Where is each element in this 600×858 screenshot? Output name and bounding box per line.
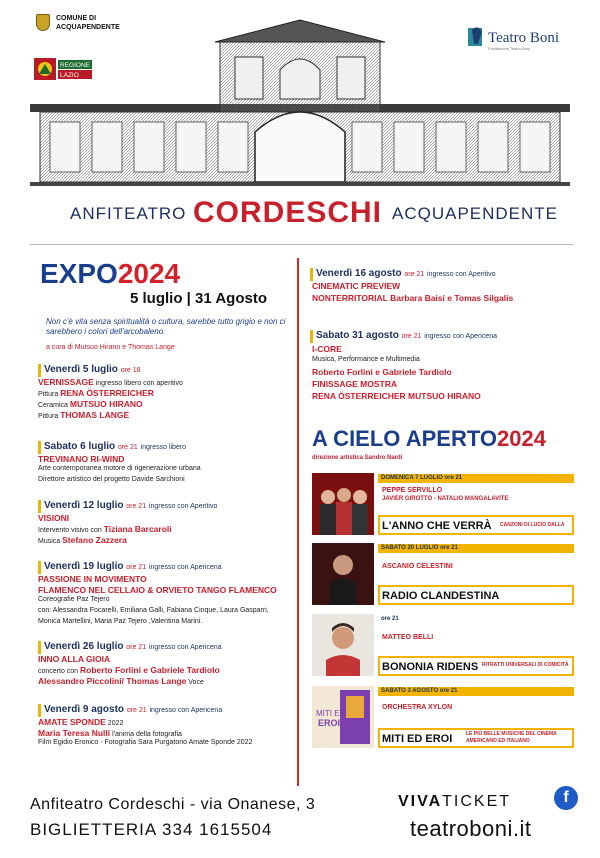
event-line: Roberto Forlini e Gabriele Tardiolo xyxy=(312,367,452,377)
event-line-part: Arte contemporanea motore di rigenerazione urbana xyxy=(38,465,201,472)
event-time: ore 21 xyxy=(404,271,425,278)
event-time: ore 21 xyxy=(126,503,147,510)
event-line xyxy=(38,388,154,398)
event-line xyxy=(38,465,201,472)
facebook-icon[interactable]: f xyxy=(554,786,578,810)
event-line-part: FLAMENCO NEL CELLAIO & ORVIETO TANGO FLAMENCO xyxy=(38,585,277,595)
event-line xyxy=(38,618,202,625)
show-performer: ASCANIO CELESTINI xyxy=(382,563,453,570)
divider xyxy=(30,244,573,245)
event-line: Musica, Performance e Multimedia xyxy=(312,356,420,363)
show-date: DOMENICA 7 LUGLIO ore 21 xyxy=(378,474,574,483)
event-line-part: Coreografie Paz Tejero xyxy=(38,596,110,603)
show-card xyxy=(312,543,574,605)
show-performer: JAVIER GIROTTO - NATALIO MANGALAVITE xyxy=(382,496,509,502)
event-line xyxy=(38,513,69,523)
event-time: ore 21 xyxy=(126,707,147,714)
show-title: RADIO CLANDESTINA xyxy=(382,590,500,602)
event-line-part: VISIONI xyxy=(38,513,70,523)
show-subtitle: AMERICANO ED ITALIANO xyxy=(466,738,530,744)
event-title xyxy=(316,268,496,279)
event-title xyxy=(44,441,186,452)
event-line-part: l'anima della fotografia xyxy=(110,731,182,738)
event-line: CINEMATIC PREVIEW xyxy=(312,281,401,291)
event-line xyxy=(38,399,143,409)
event-day: Venerdì 16 agosto xyxy=(316,268,402,279)
event-line-part: con: Alessandra Focarelli, Emiliana Galli, Fabiana Cinque, Laura Gasparri, xyxy=(38,607,269,614)
event-line-part: Ceramica xyxy=(38,402,70,409)
show-title: L'ANNO CHE VERRÀ xyxy=(382,520,492,532)
website-link[interactable]: teatroboni.it xyxy=(410,816,532,841)
event-line: RENA ÖSTERREICHER MUTSUO HIRANO xyxy=(312,391,481,401)
event-title xyxy=(44,364,141,375)
poster-text: MITI ED xyxy=(316,709,346,718)
show-date: SABATO 20 LUGLIO ore 21 xyxy=(378,544,574,553)
event-line-part: concerto con xyxy=(38,668,81,675)
expo-word: EXPO xyxy=(40,258,118,289)
venue-title-left: ANFITEATRO xyxy=(70,204,187,223)
show-card xyxy=(312,686,574,748)
teatro-boni-tagline: Fondazione Teatro Boni xyxy=(488,46,531,51)
event-day: Venerdì 5 luglio xyxy=(44,364,118,375)
show-performer: ORCHESTRA XYLON xyxy=(382,704,453,711)
event-marker xyxy=(38,641,41,654)
event-line-part: Stefano Zazzera xyxy=(62,535,127,545)
event-line-part: Maria Teresa Nulli xyxy=(38,728,111,738)
expo-year: 2024 xyxy=(117,258,181,289)
event-marker xyxy=(38,441,41,454)
event-line-part: ingresso libero con aperitivo xyxy=(93,380,183,387)
event-day: Sabato 31 agosto xyxy=(316,330,399,341)
event-title xyxy=(44,704,222,715)
show-card xyxy=(312,614,574,676)
event-line xyxy=(38,476,185,483)
event-extra: ingresso con Apericena xyxy=(424,333,498,340)
expo-dates: 5 luglio | 31 Agosto xyxy=(130,290,267,307)
event-line-part: Roberto Forlini e Gabriele Tardiolo xyxy=(80,665,220,675)
teatro-boni-name: Teatro Boni xyxy=(488,30,560,46)
comune-line1: COMUNE DI xyxy=(56,15,97,22)
event-extra: ingresso con Apericena xyxy=(148,644,222,651)
event-line-part: AMATE SPONDE xyxy=(38,717,106,727)
cielo-year: 2024 xyxy=(496,426,546,451)
event-title xyxy=(44,641,222,652)
event-marker xyxy=(38,704,41,717)
vivaticket-logo xyxy=(398,793,511,811)
event-marker xyxy=(38,561,41,574)
event-line-part: MUTSUO HIRANO xyxy=(69,399,143,409)
regione-line1: REGIONE xyxy=(60,62,90,69)
event-line-part: Intervento visivo con xyxy=(38,527,104,534)
event-line xyxy=(38,585,277,595)
event-line xyxy=(38,665,220,675)
cielo-title-text: A CIELO APERTO xyxy=(312,426,497,451)
footer-address: Anfiteatro Cordeschi - via Onanese, 3 xyxy=(30,796,316,813)
show-photo xyxy=(312,686,374,748)
show-photo xyxy=(312,473,374,535)
event-line-part: Pittura xyxy=(38,391,61,398)
event-line xyxy=(38,676,204,686)
show-photo xyxy=(312,614,374,676)
event-line xyxy=(38,654,110,664)
event-line xyxy=(38,410,129,420)
event-time: ore 21 xyxy=(126,644,147,651)
event-line-part: Film Egidio Eronico - Fotografia Sara Purgatorio Amate Sponde 2022 xyxy=(38,739,253,746)
anfiteatro-building-illustration xyxy=(30,12,570,192)
cielo-aperto-title xyxy=(312,426,546,452)
cielo-direction: direzione artistica Sandro Nardi xyxy=(312,455,403,461)
event-title xyxy=(44,500,217,511)
event-time: ore 21 xyxy=(126,564,147,571)
show-title: MITI ED EROI xyxy=(382,733,453,745)
event-line xyxy=(38,535,127,545)
show-date: ore 21 xyxy=(378,615,574,624)
event-line-part: RENA ÖSTERREICHER xyxy=(60,388,154,398)
event-line: I-CORE xyxy=(312,344,342,354)
event-line-part: Pittura xyxy=(38,413,61,420)
event-extra: ingresso con Aperitivo xyxy=(427,271,496,278)
show-card xyxy=(312,473,574,535)
event-line xyxy=(38,574,147,584)
event-line xyxy=(38,596,109,603)
show-subtitle: LE PIÙ BELLE MUSICHE DEL CINEMA xyxy=(466,731,557,737)
event-time: ore 18 xyxy=(120,367,141,374)
event-line-part: INNO ALLA GIOIA xyxy=(38,654,111,664)
event-title xyxy=(316,330,497,341)
show-title: BONONIA RIDENS xyxy=(382,661,479,673)
event-line-part: Tomas Silgalis xyxy=(454,293,514,303)
event-marker xyxy=(38,500,41,513)
vivaticket-part: VIVA xyxy=(398,793,443,810)
event-line-part: VERNISSAGE xyxy=(38,377,94,387)
event-line xyxy=(38,717,123,727)
event-line-part: 2022 xyxy=(105,720,124,727)
expo-title xyxy=(40,258,180,290)
event-line-part: Barbara Baisi xyxy=(390,293,445,303)
comune-line2: ACQUAPENDENTE xyxy=(56,24,120,31)
event-line-part: PASSIONE IN MOVIMENTO xyxy=(38,574,147,584)
expo-intro: Non c'è vita senza spiritualità o cultura, sarebbe tutto grigio e non ci sarebbero i colori dell'arcobaleno. xyxy=(46,317,286,336)
event-extra: ingresso con Apericena xyxy=(149,707,223,714)
vivaticket-part: TICKET xyxy=(442,793,512,810)
event-line xyxy=(38,739,252,746)
event-day: Venerdì 19 luglio xyxy=(44,561,124,572)
event-line xyxy=(38,607,269,614)
event-line-part: Alessandro Piccolini/ Thomas Lange xyxy=(38,676,187,686)
expo-curators: a cura di Mutsuo Hirano e Thomas Lange xyxy=(46,344,175,351)
show-date: SABATO 3 AGOSTO ore 21 xyxy=(378,687,574,696)
event-line xyxy=(312,293,513,303)
column-divider xyxy=(297,258,299,786)
event-day: Venerdì 9 agosto xyxy=(44,704,125,715)
event-line-part: Tiziana Barcaroli xyxy=(103,524,172,534)
show-subtitle: CANZONI DI LUCIO DALLA xyxy=(500,522,565,528)
event-line-part: NONTERRITORIAL xyxy=(312,293,391,303)
event-time: ore 21 xyxy=(401,333,422,340)
event-line-part: Monica Martellini, Maria Paz Tejero ,Valentina Marini. xyxy=(38,618,203,625)
event-marker xyxy=(310,268,313,281)
event-line-part: THOMAS LANGE xyxy=(60,410,130,420)
show-photo xyxy=(312,543,374,605)
venue-title-main: CORDESCHI xyxy=(193,196,383,229)
footer-box-office: BIGLIETTERIA 334 1615504 xyxy=(30,820,273,839)
event-line xyxy=(38,524,172,534)
event-extra: ingresso libero xyxy=(140,444,187,451)
event-line xyxy=(38,454,124,464)
show-subtitle: RITRATTI UNIVERSALI DI COMICITÀ xyxy=(482,662,569,668)
event-line-part: TREVINANO RI-WIND xyxy=(38,454,125,464)
event-extra: ingresso con Apericena xyxy=(148,564,222,571)
event-line-part: Direttore artistico del progetto Davide Sarchioni xyxy=(38,476,185,483)
event-line: FINISSAGE MOSTRA xyxy=(312,379,398,389)
event-marker xyxy=(38,364,41,377)
event-line-part: e xyxy=(444,293,455,303)
event-line-part: Musica xyxy=(38,538,63,545)
venue-title-right: ACQUAPENDENTE xyxy=(392,204,559,223)
event-extra: ingresso con Aperitivo xyxy=(148,503,218,510)
event-line-part: Voce xyxy=(186,679,204,686)
event-day: Sabato 6 luglio xyxy=(44,441,116,452)
show-performer: PEPPE SERVILLO xyxy=(382,487,443,494)
regione-line2: LAZIO xyxy=(60,72,79,79)
event-marker xyxy=(310,330,313,343)
event-line xyxy=(38,728,182,738)
event-title xyxy=(44,561,222,572)
event-line xyxy=(38,377,183,387)
event-time: ore 21 xyxy=(117,444,138,451)
event-day: Venerdì 26 luglio xyxy=(44,641,124,652)
event-day: Venerdì 12 luglio xyxy=(44,500,124,511)
poster-text: EROI xyxy=(318,718,341,728)
show-performer: MATTEO BELLI xyxy=(382,634,434,641)
